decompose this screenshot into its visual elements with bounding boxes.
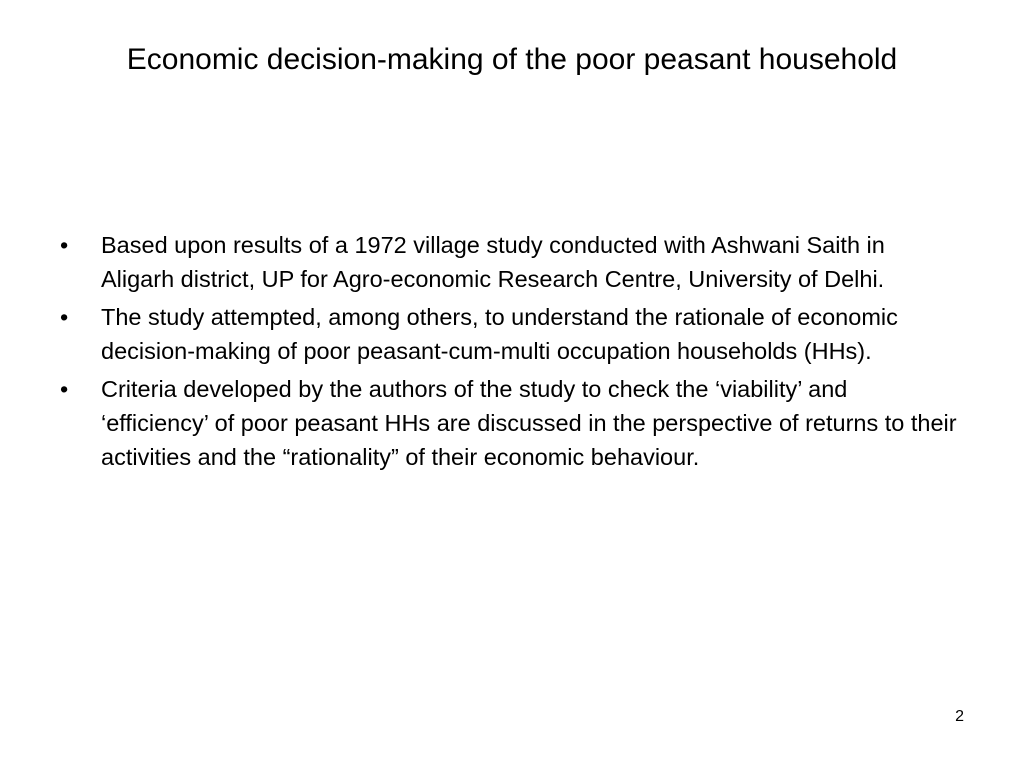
bullet-icon: • xyxy=(60,232,69,258)
bullet-icon: • xyxy=(60,304,69,330)
bullet-item xyxy=(60,372,960,474)
bullet-item xyxy=(60,300,960,368)
bullet-text: Criteria developed by the authors of the study to check the ‘viability’ and ‘efficiency’ of poor peasant HHs are discussed in the perspective of returns to their activities and the “rationality” of their economic behaviour. xyxy=(101,376,957,470)
bullet-item xyxy=(60,228,960,296)
page-number: 2 xyxy=(955,708,964,725)
slide-title: Economic decision-making of the poor peasant household xyxy=(126,43,898,76)
bullet-list xyxy=(60,228,960,478)
bullet-text: Based upon results of a 1972 village study conducted with Ashwani Saith in Aligarh district, UP for Agro-economic Research Centre, University of Delhi. xyxy=(101,232,885,292)
bullet-text: The study attempted, among others, to understand the rationale of economic decision-making of poor peasant-cum-multi occupation households (HHs). xyxy=(101,304,898,364)
bullet-icon: • xyxy=(60,376,69,402)
